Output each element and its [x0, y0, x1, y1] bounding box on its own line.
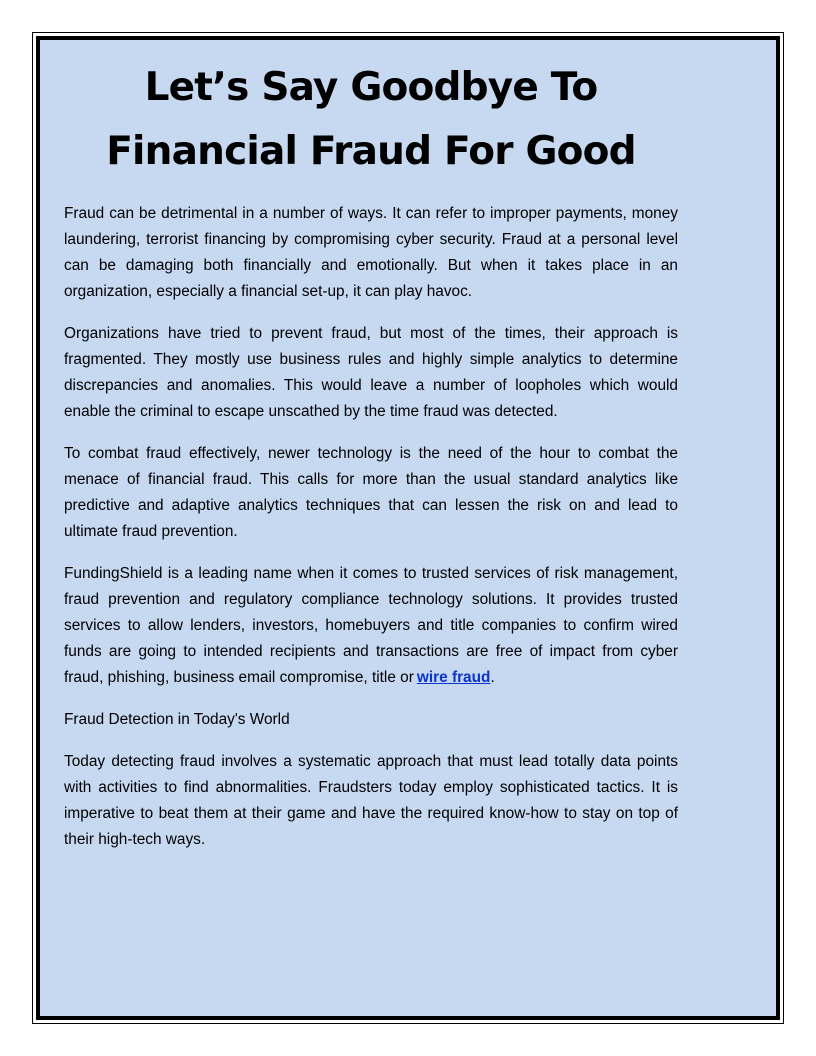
paragraph-fraud-intro: Fraud can be detrimental in a number of ways. It can refer to improper payments, money laundering, terrorist financing by compromising cyber security. Fraud at a personal level can be damaging both financially and emotionally. But when it takes place in an organization, especially a financial set-up, it can play havoc.: [64, 205, 678, 300]
fundingshield-text: FundingShield is a leading name when it comes to trusted services of risk management, fraud prevention and regulatory compliance technology solutions. It provides trusted services to allow lenders, investors, homebuyers and title companies to confirm wired funds are going to intended recipients and transactions are free of impact from cyber fraud, phishing, business email compromise, title or: [64, 565, 678, 686]
wire-fraud-link[interactable]: wire fraud: [416, 669, 491, 686]
paragraph-fundingshield: [64, 561, 678, 691]
paragraph-closing: Today detecting fraud involves a systematic approach that must lead totally data points with activities to find abnormalities. Fraudsters today employ sophisticated tactics. It is imperative to beat them at their game and have the required know-how to stay on top of their high-tech ways.: [64, 753, 678, 848]
subheading-fraud-detection: Fraud Detection in Today's World: [64, 711, 290, 728]
paragraph-organizations: Organizations have tried to prevent fraud, but most of the times, their approach is fragmented. They mostly use business rules and highly simple analytics to determine discrepancies and anomalies. This would leave a number of loopholes which would enable the criminal to escape unscathed by the time fraud was detected.: [64, 325, 678, 420]
document-title: Let’s Say Goodbye To Financial Fraud For Good: [106, 65, 636, 174]
fundingshield-trailing: .: [490, 669, 495, 686]
paragraph-combat-fraud: To combat fraud effectively, newer technology is the need of the hour to combat the menace of financial fraud. This calls for more than the usual standard analytics like predictive and adaptive analytics techniques that can lessen the risk on and lead to ultimate fraud prevention.: [64, 445, 678, 540]
document-content: [64, 56, 678, 853]
